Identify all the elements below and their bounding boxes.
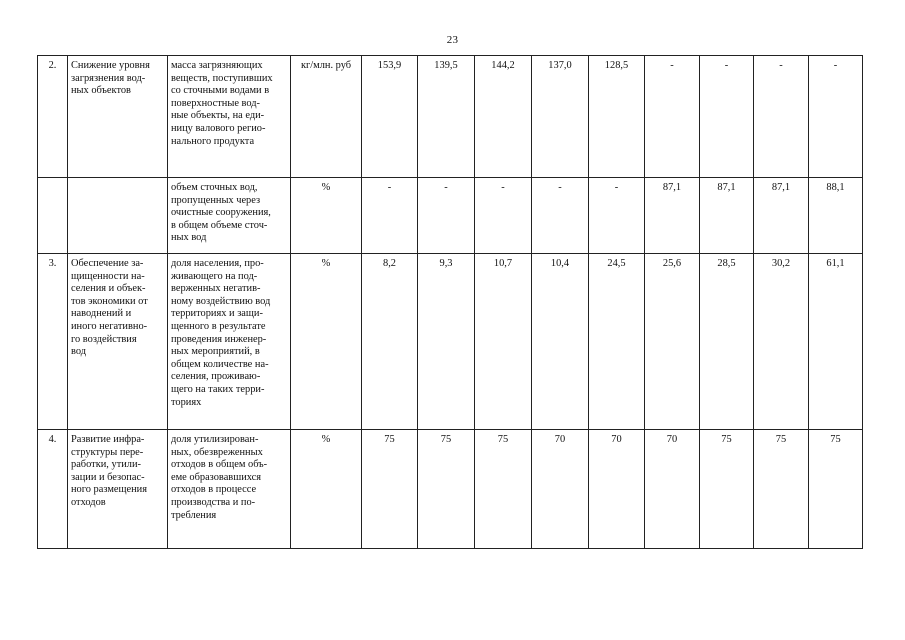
text-line: загрязнения вод- [71, 72, 146, 84]
text-line: тов экономики от [71, 295, 148, 307]
text-line: масса загрязняющих [171, 60, 263, 71]
table-row [38, 430, 863, 549]
text-line: селения и объек- [71, 283, 146, 295]
text-line: Развитие инфра- [71, 434, 145, 445]
text-line: структуры пере- [71, 446, 144, 458]
text-line: веществ, поступивших [171, 72, 273, 84]
value-cell: - [700, 56, 754, 178]
text-line: нального продукта [171, 135, 255, 147]
text-line: еме образовавшихся [171, 471, 262, 483]
table-row [38, 178, 863, 254]
text-line: со сточными водами в [171, 85, 270, 97]
text-line: щищенности на- [71, 270, 145, 282]
value-cell: 88,1 [809, 178, 863, 254]
text-line: ницу валового регио- [171, 122, 266, 134]
value-cell: 25,6 [645, 254, 700, 430]
text-line: поверхностные вод- [171, 97, 261, 109]
text-line: зации и безопас- [71, 471, 145, 483]
unit-cell: кг/млн. руб [291, 56, 362, 178]
value-cell: 87,1 [645, 178, 700, 254]
value-cell: 75 [475, 430, 532, 549]
text-line: ного размещения [71, 484, 148, 496]
unit-cell: % [291, 254, 362, 430]
value-cell: 139,5 [418, 56, 475, 178]
value-cell: 153,9 [362, 56, 418, 178]
row-number-cell: 4. [38, 430, 68, 549]
value-cell: - [532, 178, 589, 254]
unit-cell: % [291, 178, 362, 254]
text-line: общем количестве на- [171, 358, 269, 370]
table-row [38, 56, 863, 178]
text-line: щенного в результате [171, 320, 266, 332]
text-line: наводнений и [71, 308, 132, 320]
text-line: отходов в общем объ- [171, 459, 268, 471]
text-line: территориях и защи- [171, 308, 263, 320]
value-cell: - [754, 56, 809, 178]
row-number-cell: 3. [38, 254, 68, 430]
value-cell: 61,1 [809, 254, 863, 430]
text-line: проведения инженер- [171, 333, 267, 345]
text-line: иного негативно- [71, 320, 148, 332]
text-line: ных мероприятий, в [171, 346, 260, 358]
value-cell: 30,2 [754, 254, 809, 430]
text-line: щего на таких терри- [171, 383, 265, 395]
value-cell: 9,3 [418, 254, 475, 430]
text-line: ных объектов [71, 85, 131, 97]
text-line: Обеспечение за- [71, 258, 144, 269]
goal-cell [68, 56, 168, 178]
text-line: ному воздействию вод [171, 295, 271, 307]
value-cell: - [418, 178, 475, 254]
value-cell: 10,4 [532, 254, 589, 430]
value-cell: 144,2 [475, 56, 532, 178]
text-line: ториях [171, 396, 202, 408]
value-cell: 70 [589, 430, 645, 549]
value-cell: - [809, 56, 863, 178]
value-cell: 137,0 [532, 56, 589, 178]
text-line: очистные сооружения, [171, 207, 271, 219]
value-cell: 87,1 [754, 178, 809, 254]
value-cell: 28,5 [700, 254, 754, 430]
text-line: пропущенных через [171, 194, 261, 206]
value-cell: 75 [700, 430, 754, 549]
unit-cell: % [291, 430, 362, 549]
text-line: вод [71, 346, 87, 358]
row-number-cell: 2. [38, 56, 68, 178]
value-cell: 87,1 [700, 178, 754, 254]
text-line: отходов в процессе [171, 484, 257, 496]
text-line: в общем объеме сточ- [171, 219, 268, 231]
text-line: го воздействия [71, 333, 137, 345]
text-line: Снижение уровня [71, 60, 150, 71]
text-line: живающего на под- [171, 270, 258, 282]
value-cell: 128,5 [589, 56, 645, 178]
value-cell: - [362, 178, 418, 254]
goal-cell [68, 254, 168, 430]
text-line: отходов [71, 496, 106, 508]
text-line: доля населения, про- [171, 258, 264, 269]
value-cell: 70 [645, 430, 700, 549]
indicator-cell [168, 178, 291, 254]
table-row [38, 254, 863, 430]
value-cell: - [645, 56, 700, 178]
value-cell: 24,5 [589, 254, 645, 430]
value-cell: - [475, 178, 532, 254]
value-cell: 75 [362, 430, 418, 549]
goal-cell [68, 430, 168, 549]
value-cell: 8,2 [362, 254, 418, 430]
value-cell: 75 [809, 430, 863, 549]
text-line: объем сточных вод, [171, 182, 258, 193]
value-cell: 75 [418, 430, 475, 549]
text-line: ных вод [171, 232, 207, 244]
indicator-cell [168, 254, 291, 430]
text-line: селения, проживаю- [171, 371, 261, 383]
goal-cell [68, 178, 168, 254]
indicators-table [37, 55, 863, 549]
value-cell: - [589, 178, 645, 254]
indicator-cell [168, 430, 291, 549]
text-line: ные объекты, на еди- [171, 110, 265, 122]
value-cell: 70 [532, 430, 589, 549]
row-number-cell [38, 178, 68, 254]
text-line: доля утилизирован- [171, 434, 259, 445]
text-line: ных, обезвреженных [171, 446, 263, 458]
text-line: верженных негатив- [171, 283, 261, 295]
value-cell: 10,7 [475, 254, 532, 430]
text-line: работки, утили- [71, 459, 141, 471]
indicator-cell [168, 56, 291, 178]
text-line: производства и по- [171, 496, 256, 508]
page-number: 23 [446, 34, 459, 46]
value-cell: 75 [754, 430, 809, 549]
text-line: требления [171, 509, 217, 521]
